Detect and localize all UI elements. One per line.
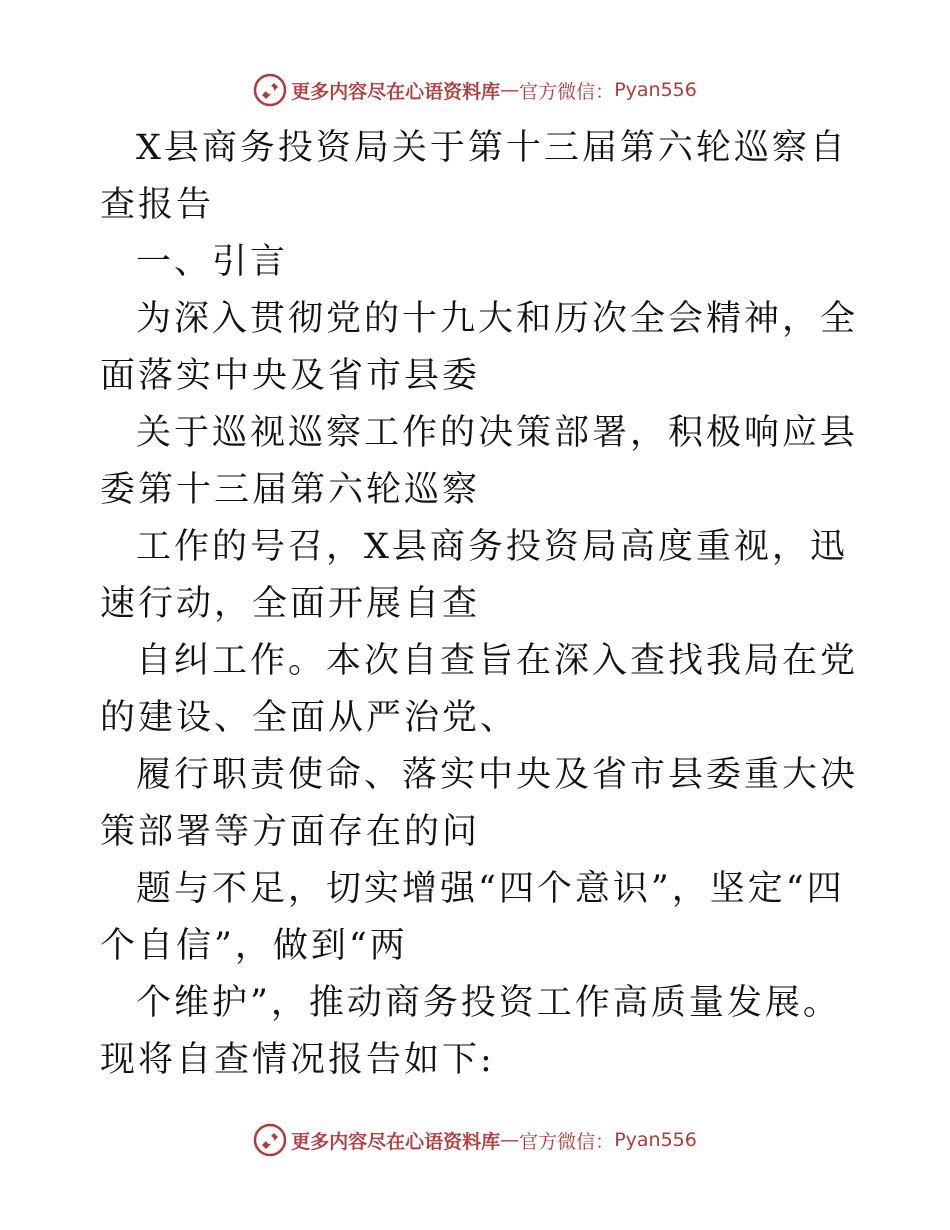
paragraph: 题与不足，切实增强“四个意识”，坚定“四个自信”，做到“两	[100, 869, 845, 966]
watermark-separator: —	[500, 1129, 520, 1151]
watermark-sub-text: 官方微信：	[519, 80, 615, 103]
paragraph: 自纠工作。本次自查旨在深入查找我局在党的建设、全面从严治党、	[100, 641, 859, 738]
watermark-main-text: 更多内容尽在心语资料库	[291, 80, 501, 103]
paragraph: 履行职责使命、落实中央及省市县委重大决策部署等方面存在的问	[100, 755, 859, 852]
paragraph: 关于巡视巡察工作的决策部署，积极响应县委第十三届第六轮巡察	[100, 413, 859, 510]
paragraph: 为深入贯彻党的十九大和历次全会精神，全面落实中央及省市县委	[100, 299, 859, 396]
watermark-id-text: Pyan556	[614, 1129, 697, 1151]
paragraph: 工作的号召，X县商务投资局高度重视，迅速行动，全面开展自查	[100, 527, 848, 624]
watermark-main-text: 更多内容尽在心语资料库	[291, 1130, 501, 1153]
watermark-id-text: Pyan556	[614, 79, 697, 101]
watermark-banner-top	[0, 68, 950, 112]
watermark-banner-bottom	[0, 1118, 950, 1162]
seal-logo-icon	[253, 1123, 287, 1157]
document-body	[100, 120, 860, 1089]
watermark-separator: —	[500, 79, 520, 101]
watermark-sub-text: 官方微信：	[519, 1130, 615, 1153]
document-title: X县商务投资局关于第十三届第六轮巡察自查报告	[100, 128, 848, 225]
section-heading: 一、引言	[136, 242, 289, 282]
paragraph: 个维护”，推动商务投资工作高质量发展。现将自查情况报告如下:	[100, 983, 841, 1080]
seal-logo-icon	[253, 73, 287, 107]
